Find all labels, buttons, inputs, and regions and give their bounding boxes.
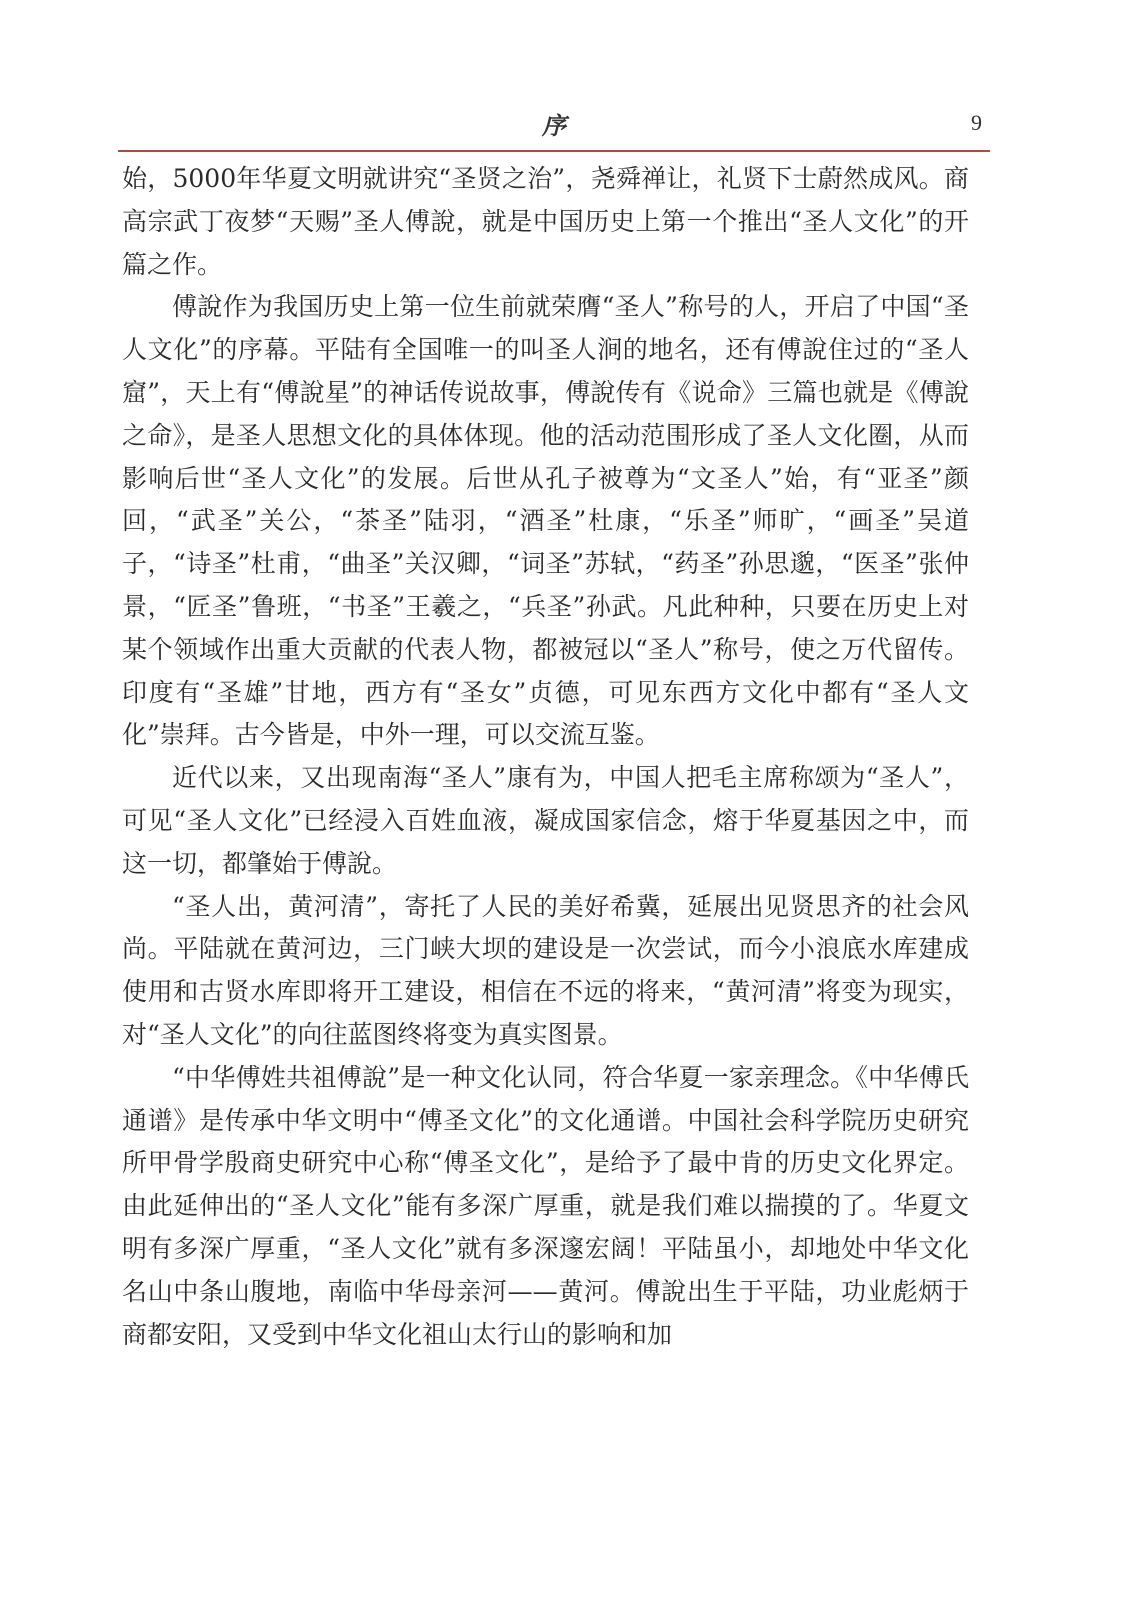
paragraph: “圣人出，黄河清”，寄托了人民的美好希冀，延展出见贤思齐的社会风尚。平陆就在黄河边，三门峡大坝的建设是一次尝试，而今小浪底水库建成使用和古贤水库即将开工建设，相信在不远的将来，“黄河清”将变为现实，对“圣人文化”的向往蓝图终将变为真实图景。 — [122, 891, 969, 1049]
running-title: 序 — [542, 111, 566, 140]
page-number: 9 — [971, 110, 982, 135]
body-text — [122, 158, 969, 1356]
paragraph: “中华傅姓共祖傅說”是一种文化认同，符合华夏一家亲理念。《中华傅氏通谱》是传承中华文明中“傅圣文化”的文化通谱。中国社会科学院历史研究所甲骨学殷商史研究中心称“傅圣文化”，是给予了最中肯的历史文化界定。由此延伸出的“圣人文化”能有多深广厚重，就是我们难以揣摸的了。华夏文明有多深广厚重，“圣人文化”就有多深邃宏阔！平陆虽小，却地处中华文化名山中条山腹地，南临中华母亲河——黄河。傅說出生于平陆，功业彪炳于商都安阳，又受到中华文化祖山太行山的影响和加 — [122, 1062, 969, 1349]
paragraph: 近代以来，又出现南海“圣人”康有为，中国人把毛主席称颂为“圣人”，可见“圣人文化”已经浸入百姓血液，凝成国家信念，熔于华夏基因之中，而这一切，都肇始于傅說。 — [122, 763, 969, 878]
paragraph-continued: 始，5000年华夏文明就讲究“圣贤之治”，尧舜禅让，礼贤下士蔚然成风。商高宗武丁夜梦“天赐”圣人傅說，就是中国历史上第一个推出“圣人文化”的开篇之作。 — [122, 164, 969, 279]
running-header — [118, 98, 990, 152]
header-rule — [118, 150, 990, 152]
paragraph: 傅說作为我国历史上第一位生前就荣膺“圣人”称号的人，开启了中国“圣人文化”的序幕。平陆有全国唯一的叫圣人涧的地名，还有傅說住过的“圣人窟”，天上有“傅說星”的神话传说故事，傅說传有《说命》三篇也就是《傅說之命》，是圣人思想文化的具体体现。他的活动范围形成了圣人文化圈，从而影响后世“圣人文化”的发展。后世从孔子被尊为“文圣人”始，有“亚圣”颜回，“武圣”关公，“茶圣”陆羽，“酒圣”杜康，“乐圣”师旷，“画圣”吴道子，“诗圣”杜甫，“曲圣”关汉卿，“词圣”苏轼，“药圣”孙思邈，“医圣”张仲景，“匠圣”鲁班，“书圣”王羲之，“兵圣”孙武。凡此种种，只要在历史上对某个领域作出重大贡献的代表人物，都被冠以“圣人”称号，使之万代留传。印度有“圣雄”甘地，西方有“圣女”贞德，可见东西方文化中都有“圣人文化”崇拜。古今皆是，中外一理，可以交流互鉴。 — [122, 292, 969, 750]
